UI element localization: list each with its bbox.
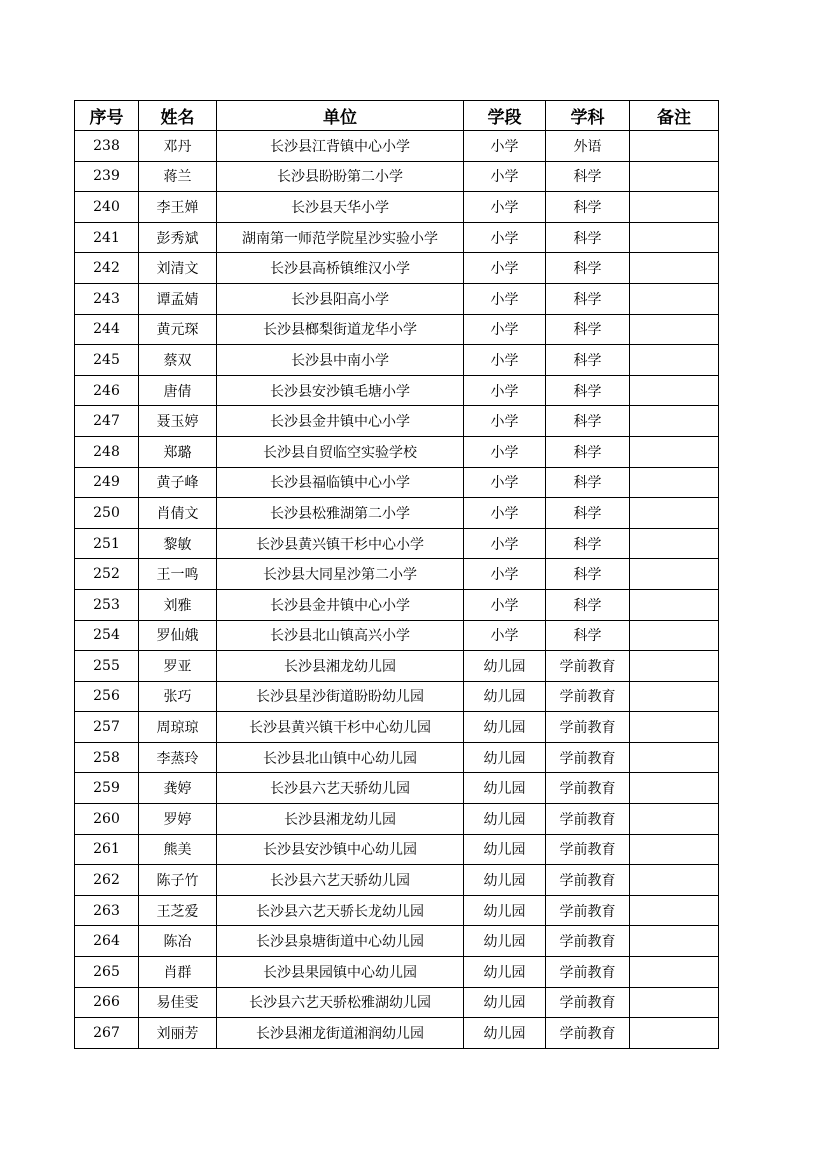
cell-stage: 小学	[464, 314, 546, 345]
cell-stage: 小学	[464, 375, 546, 406]
cell-unit: 长沙县黄兴镇干杉中心幼儿园	[217, 712, 464, 743]
cell-name: 黄元琛	[139, 314, 217, 345]
cell-subject: 学前教育	[546, 651, 630, 682]
cell-subject: 外语	[546, 131, 630, 162]
table-row	[75, 804, 719, 835]
cell-unit: 长沙县高桥镇维汉小学	[217, 253, 464, 284]
cell-stage: 幼儿园	[464, 742, 546, 773]
cell-stage: 小学	[464, 559, 546, 590]
cell-subject: 科学	[546, 528, 630, 559]
cell-name: 谭孟婧	[139, 283, 217, 314]
cell-no: 263	[75, 895, 139, 926]
table-body	[75, 131, 719, 1049]
cell-no: 251	[75, 528, 139, 559]
cell-note	[630, 528, 719, 559]
table-row	[75, 957, 719, 988]
cell-note	[630, 865, 719, 896]
cell-no: 261	[75, 834, 139, 865]
cell-subject: 科学	[546, 222, 630, 253]
cell-subject: 学前教育	[546, 712, 630, 743]
cell-note	[630, 926, 719, 957]
cell-name: 龚婷	[139, 773, 217, 804]
cell-stage: 小学	[464, 436, 546, 467]
cell-no: 264	[75, 926, 139, 957]
cell-stage: 幼儿园	[464, 712, 546, 743]
cell-name: 罗仙娥	[139, 620, 217, 651]
cell-note	[630, 620, 719, 651]
cell-no: 238	[75, 131, 139, 162]
cell-unit: 长沙县湘龙幼儿园	[217, 804, 464, 835]
table-row	[75, 681, 719, 712]
cell-unit: 长沙县六艺天骄长龙幼儿园	[217, 895, 464, 926]
cell-unit: 长沙县阳高小学	[217, 283, 464, 314]
table-row	[75, 131, 719, 162]
cell-unit: 长沙县自贸临空实验学校	[217, 436, 464, 467]
cell-note	[630, 681, 719, 712]
cell-subject: 科学	[546, 620, 630, 651]
header-stage: 学段	[464, 101, 546, 131]
cell-no: 240	[75, 192, 139, 223]
table-row	[75, 651, 719, 682]
table-header	[75, 101, 719, 131]
cell-stage: 幼儿园	[464, 957, 546, 988]
cell-stage: 幼儿园	[464, 681, 546, 712]
cell-unit: 长沙县北山镇中心幼儿园	[217, 742, 464, 773]
cell-unit: 长沙县松雅湖第二小学	[217, 498, 464, 529]
table-row	[75, 192, 719, 223]
cell-unit: 长沙县中南小学	[217, 345, 464, 376]
cell-subject: 学前教育	[546, 865, 630, 896]
table-row	[75, 1018, 719, 1049]
cell-note	[630, 651, 719, 682]
cell-no: 265	[75, 957, 139, 988]
cell-subject: 科学	[546, 467, 630, 498]
cell-note	[630, 834, 719, 865]
cell-subject: 科学	[546, 559, 630, 590]
cell-no: 248	[75, 436, 139, 467]
cell-unit: 长沙县星沙街道盼盼幼儿园	[217, 681, 464, 712]
cell-note	[630, 314, 719, 345]
cell-note	[630, 222, 719, 253]
cell-name: 周琼琼	[139, 712, 217, 743]
table-row	[75, 834, 719, 865]
cell-no: 254	[75, 620, 139, 651]
cell-no: 260	[75, 804, 139, 835]
cell-no: 252	[75, 559, 139, 590]
table-row	[75, 314, 719, 345]
table-row	[75, 436, 719, 467]
cell-no: 247	[75, 406, 139, 437]
cell-stage: 小学	[464, 498, 546, 529]
cell-subject: 科学	[546, 375, 630, 406]
cell-note	[630, 406, 719, 437]
cell-subject: 学前教育	[546, 926, 630, 957]
cell-unit: 长沙县盼盼第二小学	[217, 161, 464, 192]
cell-note	[630, 253, 719, 284]
cell-unit: 长沙县北山镇高兴小学	[217, 620, 464, 651]
cell-note	[630, 559, 719, 590]
cell-name: 刘雅	[139, 589, 217, 620]
cell-no: 242	[75, 253, 139, 284]
cell-stage: 幼儿园	[464, 926, 546, 957]
cell-note	[630, 192, 719, 223]
cell-no: 258	[75, 742, 139, 773]
cell-subject: 科学	[546, 192, 630, 223]
cell-subject: 科学	[546, 161, 630, 192]
cell-stage: 小学	[464, 620, 546, 651]
table-row	[75, 345, 719, 376]
table-row	[75, 987, 719, 1018]
cell-unit: 长沙县黄兴镇干杉中心小学	[217, 528, 464, 559]
cell-stage: 幼儿园	[464, 865, 546, 896]
cell-note	[630, 161, 719, 192]
table-row	[75, 375, 719, 406]
cell-unit: 长沙县榔梨街道龙华小学	[217, 314, 464, 345]
cell-name: 王芝爱	[139, 895, 217, 926]
cell-unit: 长沙县天华小学	[217, 192, 464, 223]
table-row	[75, 283, 719, 314]
cell-subject: 学前教育	[546, 773, 630, 804]
header-no: 序号	[75, 101, 139, 131]
cell-no: 249	[75, 467, 139, 498]
cell-no: 246	[75, 375, 139, 406]
cell-subject: 科学	[546, 345, 630, 376]
cell-subject: 科学	[546, 436, 630, 467]
cell-name: 郑璐	[139, 436, 217, 467]
cell-note	[630, 957, 719, 988]
cell-name: 唐倩	[139, 375, 217, 406]
table-row	[75, 773, 719, 804]
cell-stage: 小学	[464, 528, 546, 559]
cell-stage: 小学	[464, 131, 546, 162]
cell-subject: 科学	[546, 498, 630, 529]
cell-stage: 幼儿园	[464, 895, 546, 926]
table-row	[75, 528, 719, 559]
roster-table	[74, 100, 719, 1049]
cell-note	[630, 283, 719, 314]
table-row	[75, 865, 719, 896]
cell-note	[630, 804, 719, 835]
cell-note	[630, 589, 719, 620]
table-row	[75, 467, 719, 498]
cell-subject: 学前教育	[546, 804, 630, 835]
cell-name: 邓丹	[139, 131, 217, 162]
cell-stage: 幼儿园	[464, 987, 546, 1018]
cell-unit: 长沙县湘龙幼儿园	[217, 651, 464, 682]
cell-no: 256	[75, 681, 139, 712]
cell-note	[630, 773, 719, 804]
table-row	[75, 620, 719, 651]
table-row	[75, 559, 719, 590]
cell-name: 肖倩文	[139, 498, 217, 529]
cell-unit: 长沙县果园镇中心幼儿园	[217, 957, 464, 988]
header-note: 备注	[630, 101, 719, 131]
cell-stage: 小学	[464, 222, 546, 253]
cell-no: 262	[75, 865, 139, 896]
cell-note	[630, 895, 719, 926]
cell-subject: 学前教育	[546, 834, 630, 865]
table-row	[75, 253, 719, 284]
cell-subject: 学前教育	[546, 742, 630, 773]
cell-no: 266	[75, 987, 139, 1018]
cell-stage: 幼儿园	[464, 1018, 546, 1049]
cell-name: 陈子竹	[139, 865, 217, 896]
cell-note	[630, 1018, 719, 1049]
cell-no: 253	[75, 589, 139, 620]
cell-subject: 学前教育	[546, 987, 630, 1018]
cell-subject: 科学	[546, 253, 630, 284]
cell-name: 熊美	[139, 834, 217, 865]
cell-no: 250	[75, 498, 139, 529]
cell-subject: 学前教育	[546, 957, 630, 988]
cell-name: 肖群	[139, 957, 217, 988]
cell-unit: 长沙县安沙镇毛塘小学	[217, 375, 464, 406]
cell-note	[630, 742, 719, 773]
cell-stage: 小学	[464, 589, 546, 620]
cell-stage: 小学	[464, 253, 546, 284]
cell-name: 彭秀斌	[139, 222, 217, 253]
cell-name: 王一鸣	[139, 559, 217, 590]
cell-subject: 科学	[546, 314, 630, 345]
cell-note	[630, 987, 719, 1018]
cell-unit: 长沙县六艺天骄松雅湖幼儿园	[217, 987, 464, 1018]
header-row	[75, 101, 719, 131]
cell-name: 聂玉婷	[139, 406, 217, 437]
header-unit: 单位	[217, 101, 464, 131]
cell-stage: 小学	[464, 161, 546, 192]
cell-note	[630, 375, 719, 406]
cell-subject: 科学	[546, 283, 630, 314]
cell-note	[630, 436, 719, 467]
cell-name: 黄子峰	[139, 467, 217, 498]
cell-stage: 小学	[464, 406, 546, 437]
cell-note	[630, 712, 719, 743]
cell-unit: 长沙县福临镇中心小学	[217, 467, 464, 498]
cell-name: 张巧	[139, 681, 217, 712]
cell-unit: 长沙县江背镇中心小学	[217, 131, 464, 162]
cell-unit: 长沙县湘龙街道湘润幼儿园	[217, 1018, 464, 1049]
table-row	[75, 589, 719, 620]
cell-no: 243	[75, 283, 139, 314]
cell-subject: 学前教育	[546, 1018, 630, 1049]
cell-note	[630, 498, 719, 529]
cell-unit: 长沙县六艺天骄幼儿园	[217, 865, 464, 896]
cell-note	[630, 467, 719, 498]
cell-name: 易佳雯	[139, 987, 217, 1018]
cell-name: 罗亚	[139, 651, 217, 682]
cell-name: 黎敏	[139, 528, 217, 559]
cell-name: 陈冶	[139, 926, 217, 957]
cell-no: 245	[75, 345, 139, 376]
cell-name: 蒋兰	[139, 161, 217, 192]
cell-note	[630, 345, 719, 376]
table-row	[75, 895, 719, 926]
cell-subject: 学前教育	[546, 895, 630, 926]
cell-unit: 长沙县六艺天骄幼儿园	[217, 773, 464, 804]
cell-stage: 幼儿园	[464, 773, 546, 804]
cell-no: 244	[75, 314, 139, 345]
cell-unit: 长沙县金井镇中心小学	[217, 406, 464, 437]
table-row	[75, 498, 719, 529]
cell-subject: 科学	[546, 589, 630, 620]
cell-stage: 小学	[464, 283, 546, 314]
cell-stage: 小学	[464, 345, 546, 376]
table-row	[75, 222, 719, 253]
cell-unit: 湖南第一师范学院星沙实验小学	[217, 222, 464, 253]
cell-no: 257	[75, 712, 139, 743]
cell-no: 239	[75, 161, 139, 192]
cell-no: 259	[75, 773, 139, 804]
cell-name: 李蒸玲	[139, 742, 217, 773]
cell-name: 刘丽芳	[139, 1018, 217, 1049]
table-row	[75, 742, 719, 773]
table-row	[75, 161, 719, 192]
cell-subject: 学前教育	[546, 681, 630, 712]
cell-stage: 小学	[464, 192, 546, 223]
cell-name: 蔡双	[139, 345, 217, 376]
cell-name: 罗婷	[139, 804, 217, 835]
table-row	[75, 926, 719, 957]
table-row	[75, 406, 719, 437]
cell-stage: 幼儿园	[464, 834, 546, 865]
cell-stage: 幼儿园	[464, 651, 546, 682]
cell-no: 267	[75, 1018, 139, 1049]
cell-name: 刘清文	[139, 253, 217, 284]
cell-unit: 长沙县金井镇中心小学	[217, 589, 464, 620]
cell-no: 241	[75, 222, 139, 253]
header-subject: 学科	[546, 101, 630, 131]
cell-stage: 幼儿园	[464, 804, 546, 835]
cell-subject: 科学	[546, 406, 630, 437]
cell-unit: 长沙县泉塘街道中心幼儿园	[217, 926, 464, 957]
cell-unit: 长沙县大同星沙第二小学	[217, 559, 464, 590]
cell-unit: 长沙县安沙镇中心幼儿园	[217, 834, 464, 865]
cell-name: 李王婵	[139, 192, 217, 223]
header-name: 姓名	[139, 101, 217, 131]
cell-note	[630, 131, 719, 162]
table-row	[75, 712, 719, 743]
cell-no: 255	[75, 651, 139, 682]
cell-stage: 小学	[464, 467, 546, 498]
